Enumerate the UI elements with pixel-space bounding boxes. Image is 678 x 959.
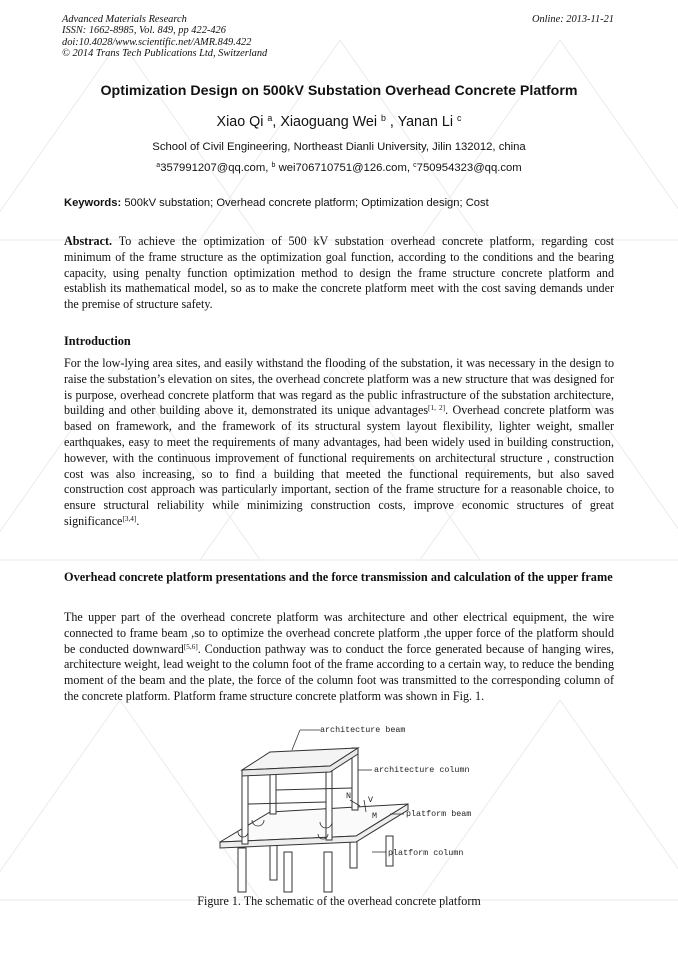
citation[interactable]: [3,4] bbox=[122, 514, 137, 523]
section2-paragraph bbox=[64, 610, 614, 705]
label-architecture-column: architecture column bbox=[374, 765, 470, 775]
keywords-text: 500kV substation; Overhead concrete platform; Optimization design; Cost bbox=[124, 197, 489, 209]
email-address[interactable]: 750954323@qq.com bbox=[416, 162, 522, 174]
author-mark: a bbox=[267, 113, 273, 124]
email-address[interactable]: 357991207@qq.com bbox=[160, 162, 266, 174]
label-platform-beam: platform beam bbox=[406, 809, 472, 819]
citation[interactable]: [1, 2] bbox=[428, 404, 446, 413]
section-heading-introduction: Introduction bbox=[64, 334, 131, 348]
abstract-label: Abstract. bbox=[64, 234, 113, 248]
section-heading-platform: Overhead concrete platform presentations and the force transmission and calculation of the upper frame bbox=[64, 570, 613, 584]
email-list: $^a$357991207@qq.com, $^b$ wei706710751@126.com, $^c$750954323@qq.com bbox=[156, 162, 522, 174]
label-n: N bbox=[346, 791, 352, 801]
abstract-text: To achieve the optimization of 500 kV substation overhead concrete platform, regarding cost minimum of the frame structure as the optimization goal function, according to the conditions and the bearing capacity, using penalty function optimization method to design the frame structure concrete platform and establish its mathematical model, so as to make the concrete platform meet with the cost saving demands under the premise of structure safety. bbox=[64, 234, 615, 312]
paragraph-text: . Conduction pathway was to conduct the force generated because of hanging wires, architecture weight, lead weight to the column foot of the frame according to a certain way, to reduce the bending moment of the beam and the plate, the force of the column foot was transmitted to the corresponding column of the concrete platform. Platform frame structure concrete platform was shown in Fig. 1. bbox=[64, 641, 614, 703]
citation[interactable]: [5,6] bbox=[183, 642, 198, 651]
platform-column bbox=[284, 852, 292, 892]
platform-column bbox=[270, 844, 277, 880]
online-date: Online: 2013-11-21 bbox=[531, 14, 614, 25]
journal-header bbox=[62, 14, 267, 59]
label-architecture-beam: architecture beam bbox=[320, 725, 406, 735]
label-v: V bbox=[368, 795, 374, 805]
keywords-label: Keywords: bbox=[64, 197, 122, 209]
author-mark: c bbox=[457, 113, 462, 124]
paragraph-text: The upper part of the overhead concrete platform was architecture and other electrical equipment, the wire connected to frame beam ,so to optimize the overhead concrete platform ,the upper force of the platform should be conducted downward bbox=[64, 610, 614, 656]
email-address[interactable]: wei706710751@126.com bbox=[278, 162, 407, 174]
paragraph-text: . Overhead concrete platform was based on framework, and the framework of its structural system layout flexibility, lighter weight, smaller earthquakes, easy to meet the requirements of many advantages, had been widely used in building construction, however, with the continuous improvement of functional requirements on architectural structure , construction cost was also increasing, so to find a building that meeted the functional requirements, but also saved construction cost approach was particularly important, section of the frame structure for a reasonable choice, to ensure structural reliability while minimizing construction costs, improve economic structures of great significance bbox=[64, 403, 614, 528]
paragraph-text: For the low-lying area sites, and easily withstand the flooding of the substation, it was necessary in the design to raise the substation’s elevation on sites, the overhead concrete platform was a new structure that was designed for is purpose, overhead concrete platform that was regard as the public infrastructure of the substation architecture, building and other building above it, demonstrated its unique advantages bbox=[64, 356, 614, 418]
introduction-paragraph bbox=[64, 356, 614, 530]
platform-column bbox=[238, 848, 246, 892]
copyright-line: © 2014 Trans Tech Publications Ltd, Switzerland bbox=[62, 47, 268, 59]
figure-caption: Figure 1. The schematic of the overhead concrete platform bbox=[197, 894, 481, 908]
platform-schematic bbox=[200, 720, 490, 895]
label-m: M bbox=[372, 811, 378, 821]
author-name: Yanan Li bbox=[397, 114, 454, 130]
journal-name: Advanced Materials Research bbox=[62, 14, 187, 25]
platform-column bbox=[324, 852, 332, 892]
email-mark: c bbox=[413, 162, 417, 170]
doi-line[interactable]: doi:10.4028/www.scientific.net/AMR.849.422 bbox=[62, 36, 252, 48]
issn-line: ISSN: 1662-8985, Vol. 849, pp 422-426 bbox=[62, 25, 226, 37]
email-mark: a bbox=[156, 162, 161, 170]
abstract bbox=[64, 234, 614, 313]
author-name: Xiao Qi bbox=[216, 114, 264, 130]
keywords bbox=[64, 197, 489, 209]
email-mark: b bbox=[271, 162, 276, 170]
paragraph-text: . bbox=[136, 513, 140, 528]
paper-title: Optimization Design on 500kV Substation Overhead Concrete Platform bbox=[100, 83, 578, 99]
architecture-column bbox=[326, 766, 332, 840]
affiliation: School of Civil Engineering, Northeast Dianli University, Jilin 132012, china bbox=[152, 141, 526, 153]
author-list: Xiao Qi $^a$, Xiaoguang Wei $^b$ , Yanan Li $^c$ bbox=[216, 113, 462, 130]
author-name: Xiaoguang Wei bbox=[280, 114, 378, 130]
label-platform-column: platform column bbox=[388, 848, 464, 858]
author-mark: b bbox=[381, 113, 386, 124]
architecture-column bbox=[242, 770, 248, 844]
